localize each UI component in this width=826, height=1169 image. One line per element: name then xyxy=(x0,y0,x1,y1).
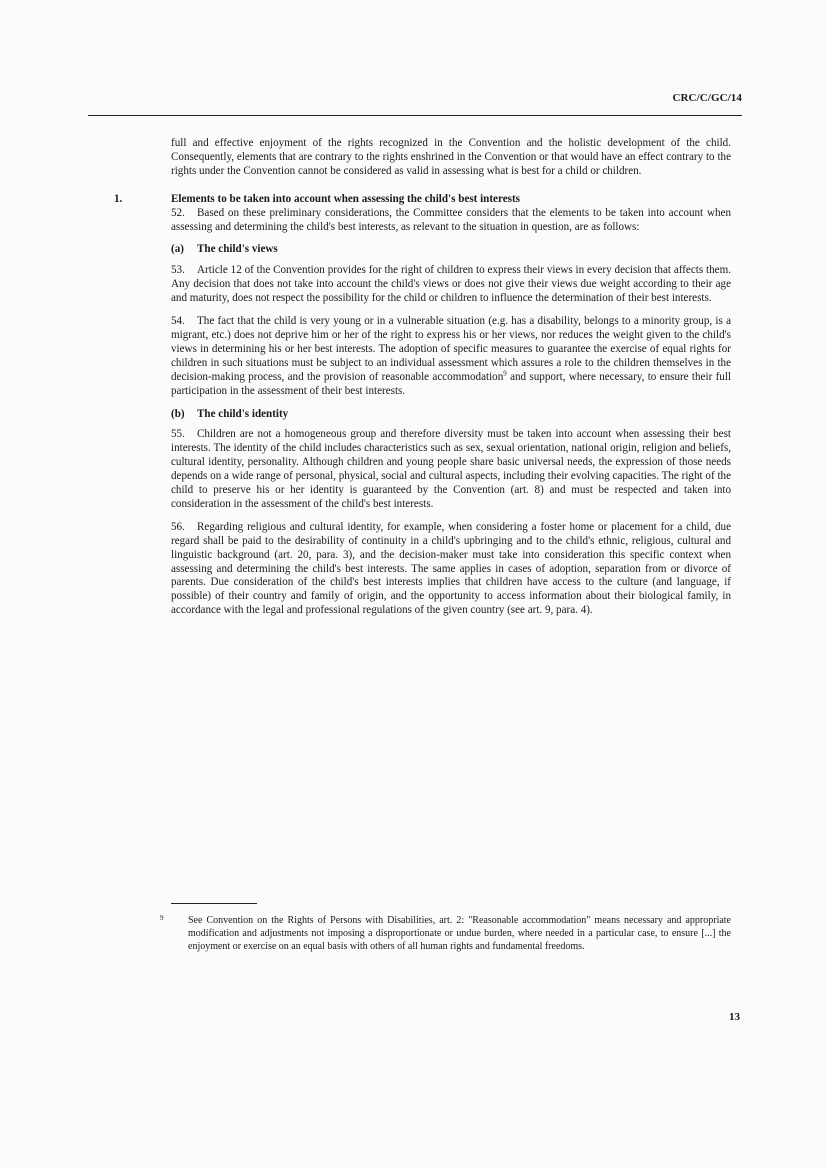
footnote-reference[interactable]: 9 xyxy=(503,369,507,377)
footnote xyxy=(160,914,731,953)
paragraph-54 xyxy=(171,315,731,398)
subsection-title: The child's views xyxy=(197,243,278,256)
footnote-text: See Convention on the Rights of Persons with Disabilities, art. 2: "Reasonable accommodation" means necessary and appropriate modification and adjustments not imposing a disproportionate or undue burden, where needed in a particular case, to ensure [...] the enjoyment or exercise on an equal basis with others of all human rights and fundamental freedoms. xyxy=(188,915,731,952)
intro-paragraph: full and effective enjoyment of the rights recognized in the Convention and the holistic development of the child. Consequently, elements that are contrary to the rights enshrined in the Convention or that would have an effect contrary to the rights under the Convention cannot be considered as valid in assessing what is best for a child or children. xyxy=(171,137,731,177)
subsection-title: The child's identity xyxy=(197,407,289,420)
paragraph-55 xyxy=(171,428,731,511)
paragraph-number: 56. xyxy=(171,520,185,533)
page-number: 13 xyxy=(729,1011,740,1023)
paragraph-number: 52. xyxy=(171,206,185,219)
footnote-separator xyxy=(171,903,257,904)
section-number: 1. xyxy=(114,192,123,205)
header-rule xyxy=(88,115,742,116)
paragraph-text-continued: and support, where necessary, to ensure their full participation in the assessment of their best interests. xyxy=(171,370,731,397)
paragraph-text: Article 12 of the Convention provides for the right of children to express their views in every decision that affects them. Any decision that does not take into account the child's views or does not give their views due weight according to their age and maturity, does not respect the possibility for the child or children to influence the determination of their best interests. xyxy=(171,264,731,305)
paragraph-text: Based on these preliminary considerations, the Committee considers that the elements to be taken into account when assessing and determining the child's best interests, as relevant to the situation in question, are as follows: xyxy=(171,206,731,233)
section-heading xyxy=(114,192,731,207)
body-text xyxy=(114,137,731,627)
subsection-heading-b xyxy=(171,408,731,422)
subsection-label: (b) xyxy=(171,407,185,420)
subsection-label: (a) xyxy=(171,243,184,256)
subsection-heading-a xyxy=(171,243,731,257)
section-title: Elements to be taken into account when assessing the child's best interests xyxy=(171,192,520,205)
paragraph-number: 55. xyxy=(171,428,185,441)
paragraph-53 xyxy=(171,264,731,306)
paragraph-52 xyxy=(171,207,731,235)
paragraph-number: 53. xyxy=(171,264,185,277)
paragraph-text: Regarding religious and cultural identity, for example, when considering a foster home or placement for a child, due regard shall be paid to the desirability of continuity in a child's upbringing and to the child's ethnic, religious, cultural and linguistic background (art. 20, para. 3), and the decision-maker must take into consideration this specific context when assessing and determining the child's best interests. The same applies in cases of adoption, separation from or divorce of parents. Due consideration of the child's best interests implies that children have access to the culture (and language, if possible) of their country and family of origin, and the opportunity to access information about their biological family, in accordance with the legal and professional regulations of the given country (see art. 9, para. 4). xyxy=(171,520,731,617)
paragraph-number: 54. xyxy=(171,315,185,328)
paragraph-56 xyxy=(171,521,731,618)
paragraph-text: Children are not a homogeneous group and therefore diversity must be taken into account when assessing their best interests. The identity of the child includes characteristics such as sex, sexual orientation, national origin, religion and beliefs, cultural identity, personality. Although children and young people share basic universal needs, the expression of those needs depends on a wide range of personal, physical, social and cultural aspects, including their evolving capacities. The right of the child to preserve his or her identity is guaranteed by the Convention (art. 8) and must be respected and taken into consideration in the assessment of the child's best interests. xyxy=(171,428,731,510)
footnote-number: 9 xyxy=(160,914,164,922)
paragraph-text: The fact that the child is very young or in a vulnerable situation (e.g. has a disability, belongs to a minority group, is a migrant, etc.) does not deprive him or her of the right to express his or her views, nor reduces the weight given to the child's views in determining his or her best interests. The adoption of specific measures to guarantee the exercise of equal rights for children in such situations must be subject to an individual assessment which assures a role to the children themselves in the decision-making process, and the provision of reasonable accommodation xyxy=(171,315,731,383)
document-symbol: CRC/C/GC/14 xyxy=(672,92,742,104)
